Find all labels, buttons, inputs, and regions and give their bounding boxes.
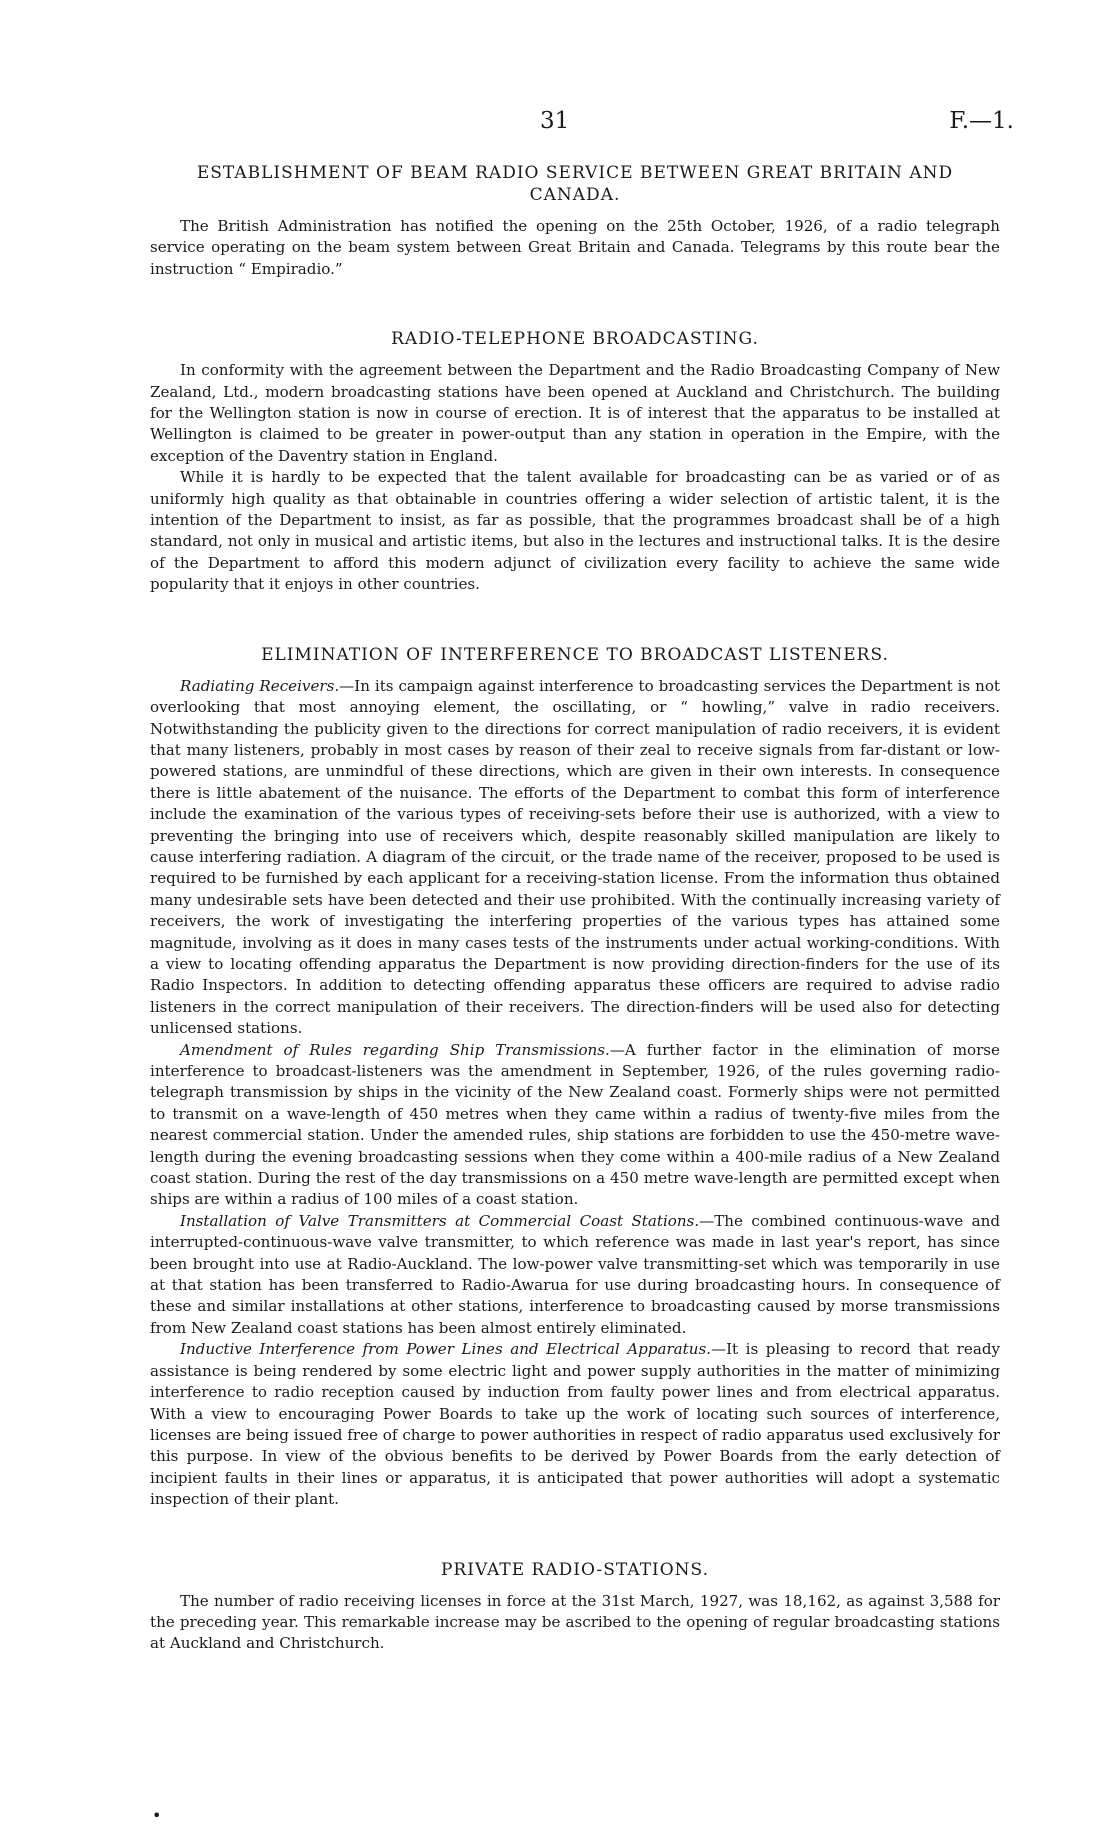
paragraph: The British Administration has notified the opening on the 25th October, 1926, of a radio telegraph service operating on the beam system between Great Britain and Canada. Telegrams by this route bear the instruction “ Empiradio.” (150, 217, 1000, 278)
paragraph-inductive-interference (150, 1339, 1000, 1510)
bullet-mark: • (152, 1806, 162, 1825)
section-heading-broadcasting: RADIO-TELEPHONE BROADCASTING. (391, 329, 759, 350)
paragraph-text: —It is pleasing to record that ready assistance is being rendered by some electric light and power supply authorities in the matter of minimizing interference to radio reception caused by induction from faulty power lines and from electrical apparatus. With a view to encouraging Power Boards to take up the work of locating such sources of interference, licenses are being issued free of charge to power authorities in respect of radio apparatus used exclusively for this purpose. In view of the obvious benefits to be derived by Power Boards from the early detection of incipient faults in their lines or apparatus, it is anticipated that power authorities will adopt a systematic inspection of their plant. (150, 1340, 1001, 1509)
paragraph-radiating-receivers (150, 676, 1000, 1040)
paragraph: The number of radio receiving licenses in force at the 31st March, 1927, was 18,162, as against 3,588 for the preceding year. This remarkable increase may be ascribed to the opening of regular broadcasting stations at Auckland and Christchurch. (150, 1591, 1000, 1653)
sub-heading: Installation of Valve Transmitters at Commercial Coast Stations. (180, 1211, 700, 1230)
section-heading-private-stations: PRIVATE RADIO-STATIONS. (440, 1559, 709, 1580)
document-body (150, 162, 1000, 1655)
paragraph-text: —In its campaign against interference to broadcasting services the Department is not overlooking that most annoying element, the oscillating, or “ howling,” valve in radio receivers. Notwithstanding the publicity given to the directions for correct manipulation of radio receivers, it is evident that many listeners, probably in most cases by reason of their zeal to receive signals from far-distant or low-powered stations, are unmindful of these directions, which are given in their own interests. In consequence there is little abatement of the nuisance. The efforts of the Department to combat this form of interference include the examination of the various types of receiving-sets before their use is authorized, with a view to preventing the bringing into use of receivers which, despite reasonably skilled manipulation are likely to cause interfering radiation. A diagram of the circuit, or the trade name of the receiver, proposed to be used is required to be furnished by each applicant for a receiving-station license. From the information thus obtained many undesirable sets have been detected and their use prohibited. With the continually increasing variety of receivers, the work of investigating the interfering properties of the various types has attained some magnitude, involving as it does in many cases tests of the instruments under actual working-conditions. With a view to locating offending apparatus the Department is now providing direction-finders for the use of its Radio Inspectors. In addition to detecting offending apparatus these officers are required to advise radio listeners in the correct manipulation of their receivers. The direction-finders will be used also for detecting unlicensed stations. (150, 676, 1000, 1038)
paragraph: While it is hardly to be expected that the talent available for broadcasting can be as varied or of as uniformly high quality as that obtainable in countries offering a wider selection of artistic talent, it is the intention of the Department to insist, as far as possible, that the programmes broadcast shall be of a high standard, not only in musical and artistic items, but also in the lectures and instructional talks. It is the desire of the Department to afford this modern adjunct of civilization every facility to achieve the same wide popularity that it enjoys in other countries. (150, 468, 1000, 594)
page-number: 31 (540, 108, 570, 134)
sub-heading: Inductive Interference from Power Lines and Electrical Apparatus. (180, 1340, 711, 1359)
paragraph-valve-transmitters (150, 1211, 1000, 1339)
sub-heading: Amendment of Rules regarding Ship Transmissions. (180, 1040, 610, 1059)
page-reference: F.—1. (949, 108, 1014, 134)
section-broadcasting (150, 328, 1000, 595)
section-beam-radio (150, 162, 1000, 280)
paragraph: In conformity with the agreement between the Department and the Radio Broadcasting Company of New Zealand, Ltd., modern broadcasting stations have been opened at Auckland and Christchurch. The building for the Wellington station is now in course of erection. It is of interest that the apparatus to be installed at Wellington is claimed to be greater in power-output than any station in operation in the Empire, with the exception of the Daventry station in England. (150, 361, 1000, 465)
section-private-stations (150, 1559, 1000, 1655)
section-interference (150, 644, 1000, 1511)
paragraph-text: —A further factor in the elimination of morse interference to broadcast-listeners was the amendment in September, 1926, of the rules governing radio-telegraph transmission by ships in the vicinity of the New Zealand coast. Formerly ships were not permitted to transmit on a wave-length of 450 metres when they came within a radius of twenty-five miles from the nearest commercial station. Under the amended rules, ship stations are forbidden to use the 450-metre wave-length during the evening broadcasting sessions when they come within a 400-mile radius of a New Zealand coast station. During the rest of the day transmissions on a 450 metre wave-length are permitted except when ships are within a radius of 100 miles of a coast station. (150, 1040, 1000, 1209)
paragraph-ship-transmissions (150, 1040, 1000, 1211)
paragraph-text: —The combined continuous-wave and interrupted-continuous-wave valve transmitter, to which reference was made in last year's report, has since been brought into use at Radio-Auckland. The low-power valve transmitting-set which was temporarily in use at that station has been transferred to Radio-Awarua for use during broadcasting hours. In consequence of these and similar installations at other stations, interference to broadcasting caused by morse transmissions from New Zealand coast stations has been almost entirely eliminated. (150, 1211, 1000, 1337)
section-heading-interference: ELIMINATION OF INTERFERENCE TO BROADCAST LISTENERS. (261, 644, 889, 665)
sub-heading: Radiating Receivers. (180, 676, 340, 695)
section-heading-beam-radio: ESTABLISHMENT OF BEAM RADIO SERVICE BETWEEN GREAT BRITAIN AND CANADA. (196, 163, 954, 205)
